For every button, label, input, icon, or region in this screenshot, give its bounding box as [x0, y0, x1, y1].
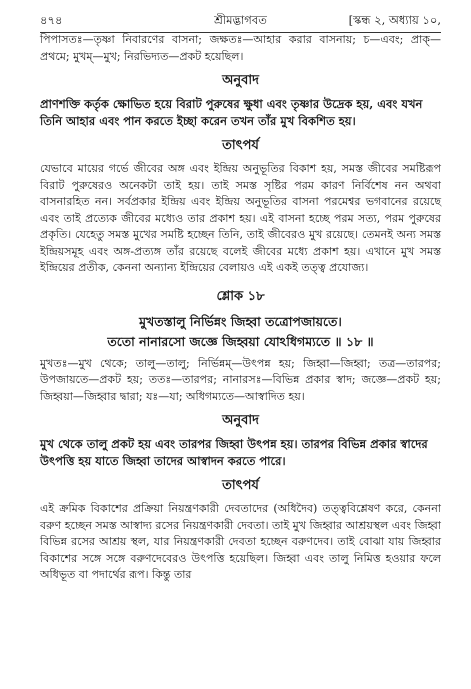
translation-text-2: মুখ থেকে তালু প্রকট হয় এবং তারপর জিহ্বা উৎপন্ন হয়। তারপর বিভিন্ন প্রকার স্বাদের উৎপত্তি হয় যাতে জিহ্বা তাদের আস্বাদন করতে পারে।: [40, 437, 428, 468]
synonyms-top: পিপাসতঃ—তৃষ্ণা নিবারণের বাসনা; জক্ষতঃ—আহার করার বাসনায়; চ—এবং; প্রাক্—প্রথমে; মুখম্—মুখ; নিরভিদ্যত—প্রকট হয়েছিল।: [40, 33, 441, 63]
book-title: শ্রীমদ্ভাগবত: [214, 13, 267, 27]
verse-line-2: ততো নানারসো জজ্ঞে জিহ্বয়া যোঽধিগম্যতে ॥ ১৮ ॥: [107, 333, 374, 349]
verse-line-1: মুখতস্তালু নির্ভিন্নং জিহ্বা তত্রোপজায়তে।: [139, 313, 342, 329]
purport-heading-1: তাৎপর্য: [222, 138, 259, 153]
translation-text-1: প্রাণশক্তি কর্তৃক ক্ষোভিত হয়ে বিরাট পুরুষের ক্ষুধা এবং তৃষ্ণার উদ্রেক হয়, এবং যখন তিনি আহার এবং পান করতে ইচ্ছা করেন তখন তাঁর মুখ বিকশিত হয়।: [40, 97, 423, 128]
verse-heading: শ্লোক ১৮: [216, 288, 265, 304]
purport-text-2: এই ক্রমিক বিকাশের প্রক্রিয়া নিয়ন্ত্রণকারী দেবতাদের (অধিদৈব) তত্ত্ববিশ্লেষণ করে, কেননা বরুণ হচ্ছেন সমস্ত আস্বাদ্য রসের নিয়ন্ত্রণকারী দেবতা। তাই মুখ জিহ্বার আশ্রয়স্থল এবং জিহ্বা বিভিন্ন রসের আশ্রয় স্থল, যার নিয়ন্ত্রণকারী দেবতা হচ্ছেন বরুণদেব। তাই বোঝা যায় জিহ্বার বিকাশের সঙ্গে সঙ্গে বরুণদেবেরও উৎপত্তি হয়েছিল। জিহ্বা এবং তালু নিমিত্ত হওয়ার ফলে অধিভূত বা পদার্থের রূপ। কিন্তু তার: [40, 502, 441, 581]
page-header: [40, 6, 441, 32]
page-number: ৪৭৪: [40, 13, 63, 27]
translation-heading-2: অনুবাদ: [222, 413, 259, 428]
purport-text-1: যেভাবে মায়ের গর্ভে জীবের অঙ্গ এবং ইন্দ্রিয় অনুভূতির বিকাশ হয়, সমস্ত জীবের সমষ্টিরূপ বিরাট পুরুষেরও অনেকটা তাই হয়। তাই সমস্ত সৃষ্টির পরম কারণ নির্বিশেষ নন অথবা বাসনারহিত নন। সর্বপ্রকার ইন্দ্রিয় এবং ইন্দ্রিয় অনুভূতির বাসনা পরমেশ্বর ভগবানের রয়েছে এবং তাই প্রত্যেক জীবের মধ্যেও তার প্রকাশ হয়। এই বাসনা হচ্ছে পরম সত্য, পরম পুরুষের প্রকৃতি। যেহেতু সমস্ত মুখের সমষ্টি হচ্ছেন তিনি, তাই জীবেরও মুখ রয়েছে। তেমনই অন্য সমস্ত ইন্দ্রিয়সমূহ এবং অঙ্গ-প্রত্যঙ্গ তাঁর রয়েছে বলেই জীবের মধ্যে প্রকাশ হয়। এখানে মুখ সমস্ত ইন্দ্রিয়ের প্রতীক, কেননা অন্যান্য ইন্দ্রিয়ের বেলায়ও এই একই তত্ত্ব প্রযোজ্য।: [40, 162, 441, 274]
purport-heading-2: তাৎপর্য: [222, 478, 259, 493]
section-reference: [স্কন্ধ ২, অধ্যায় ১০,: [348, 13, 441, 27]
synonyms-verse-18: মুখতঃ—মুখ থেকে; তালু—তালু; নির্ভিন্নম্—উৎপন্ন হয়; জিহ্বা—জিহ্বা; তত্র—তারপর; উপজায়তে—প্রকট হয়; ততঃ—তারপর; নানারসঃ—বিভিন্ন প্রকার স্বাদ; জজ্ঞে—প্রকট হয়; জিহ্বয়া—জিহ্বার দ্বারা; যঃ—যা; অধিগম্যতে—আস্বাদিত হয়।: [40, 356, 441, 403]
verse-text: [40, 312, 441, 352]
translation-heading-1: অনুবাদ: [222, 73, 259, 88]
header-rule: [40, 32, 441, 33]
